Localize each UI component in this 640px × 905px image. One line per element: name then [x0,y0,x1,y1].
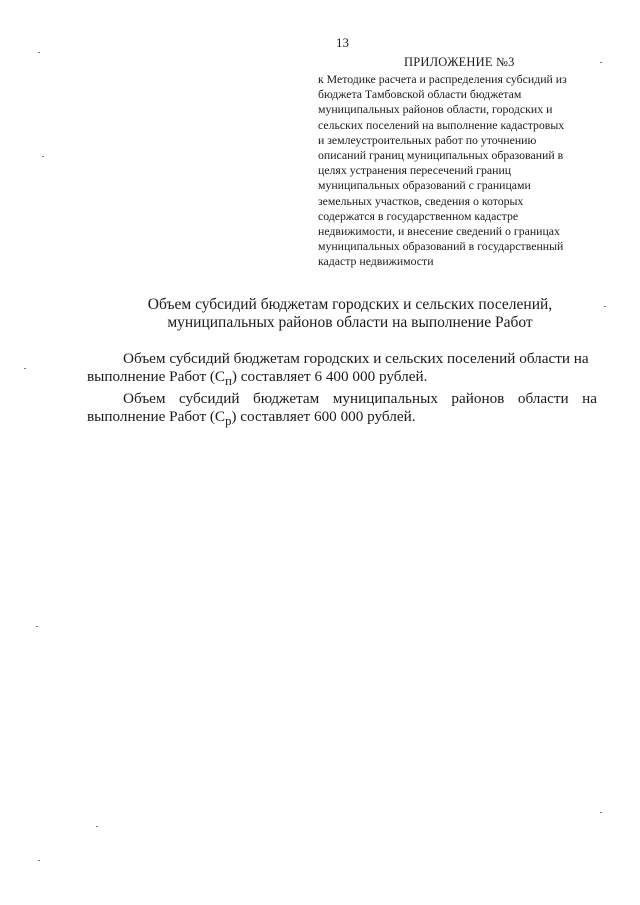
paragraph-settlements [87,350,597,390]
scan-speck [24,368,26,369]
scan-speck [96,826,98,827]
paragraph-line: Объем субсидий бюджетам городских и сельских поселений области на [123,350,589,367]
scan-speck [604,306,606,307]
caption-line: недвижимости, и внесение сведений о границах [318,224,560,239]
caption-line: бюджета Тамбовской области бюджетам [318,87,522,102]
scan-speck [36,626,38,627]
heading-line-2: муниципальных районов области на выполнение Работ [167,314,533,331]
text-fragment: ) составляет 6 400 000 рублей. [231,367,428,385]
body-text [87,350,597,430]
caption-line: целях устранения пересечений границ [318,163,512,178]
appendix-caption [318,72,610,270]
scan-speck [600,812,602,813]
caption-line: сельских поселений на выполнение кадастровых [318,117,565,132]
page-number: 13 [336,35,349,50]
subscript-label: п [225,373,232,388]
caption-line: и землеустроительных работ по уточнению [318,132,537,147]
caption-line: муниципальных образований с границами [318,178,531,193]
scan-speck [38,860,40,861]
text-fragment: ) составляет 600 000 рублей. [231,407,416,425]
caption-line: муниципальных образований в государственный [318,239,564,254]
caption-line: к Методике расчета и распределения субсидий из [318,72,567,86]
scan-speck [600,62,602,63]
caption-line: земельных участков, сведения о которых [318,193,524,208]
caption-line: муниципальных районов области, городских и [318,102,553,117]
appendix-title: ПРИЛОЖЕНИЕ №3 [404,55,515,69]
caption-line: кадастр недвижимости [318,254,434,269]
heading-line-1: Объем субсидий бюджетам городских и сельских поселений, [147,296,553,313]
paragraph-districts [87,390,597,430]
section-heading [100,296,600,332]
subscript-label: р [225,413,232,428]
text-fragment: выполнение Работ (С [87,367,226,385]
scan-speck [38,52,40,53]
scan-speck [42,156,44,157]
paragraph-line [87,368,597,391]
paragraph-line [87,408,597,431]
paragraph-line: Объем субсидий бюджетам муниципальных районов области на [123,390,597,408]
text-fragment: выполнение Работ (С [87,407,226,425]
caption-line: содержатся в государственном кадастре [318,208,519,223]
caption-line: описаний границ муниципальных образований в [318,148,564,163]
